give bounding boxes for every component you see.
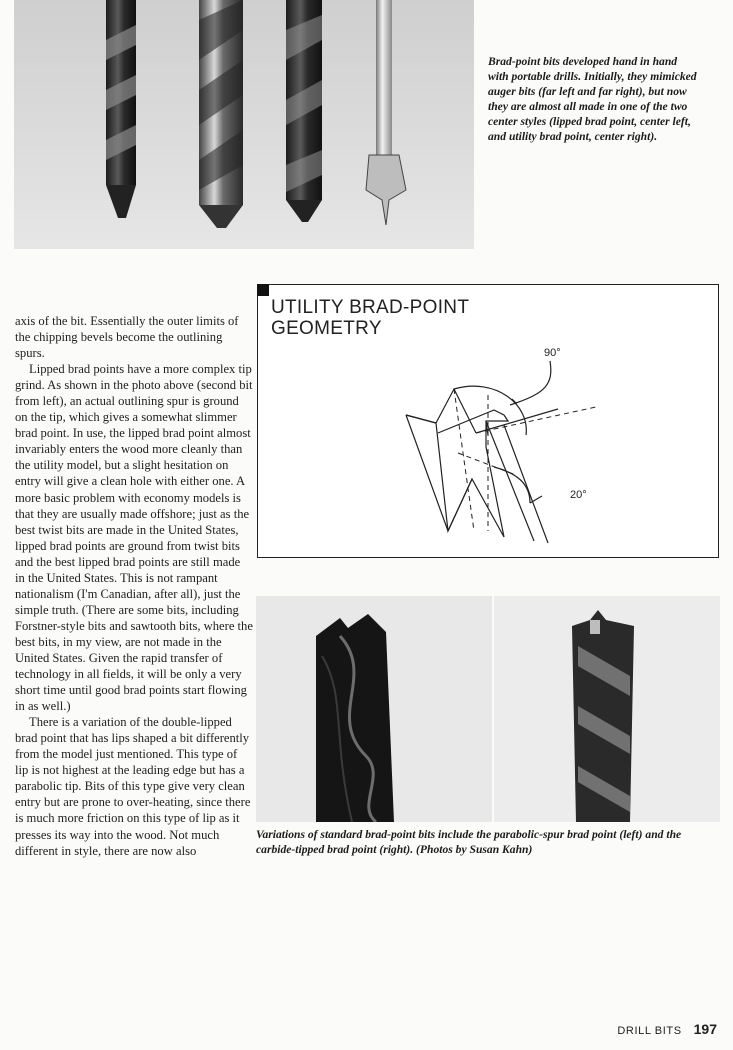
angle-label-90: 90° <box>544 347 561 359</box>
body-text-column <box>15 313 253 859</box>
brad-point-geometry-drawing <box>258 285 718 557</box>
parabolic-spur-bit <box>316 614 394 822</box>
diagram-title: UTILITY BRAD-POINT GEOMETRY <box>271 297 469 339</box>
footer-section-title: DRILL BITS <box>617 1025 682 1037</box>
angle-label-20: 20° <box>570 489 587 501</box>
bottom-photo-parabolic-spur <box>256 596 492 822</box>
auger-bit-left <box>106 0 136 218</box>
lipped-brad-point-bit <box>199 0 243 228</box>
bottom-photos-caption: Variations of standard brad-point bits include the parabolic-spur brad point (left) and the carbide-tipped brad point (right). (Photos by Susan Kahn) <box>256 828 682 856</box>
bit-outline <box>406 410 508 537</box>
bottom-photo-carbide-tipped <box>494 596 720 822</box>
drill-bits-illustration <box>14 0 474 249</box>
body-paragraph: Lipped brad points have a more complex tip grind. As shown in the photo above (second bit from left), an actual outlining spur is ground on the tip, which gives a somewhat slimmer brad point. In use, the lipped brad point almost invariably enters the wood more cleanly than the utility model, but a slight hesitation on entry will give a clean hole with either one. A more basic problem with economy models is that they are usually made offshore; just as the best twist bits are made in the United States, lipped brad points are ground from twist bits and the best lipped brad points are still made in the United States. This is not rampant nationalism (I'm Canadian, after all), just the simple truth. (There are some bits, including Forstner-style bits and sawtooth bits, where the best bits, in my view, are not made in the United States. Given the rapid transfer of technology in all fields, it will be only a very short time until good brad points start flowing in as well.) <box>15 362 253 714</box>
page-number: 197 <box>693 1021 717 1037</box>
page-footer <box>617 1021 717 1037</box>
body-paragraph: There is a variation of the double-lipped brad point that has lips shaped a bit differently from the model just mentioned. This type of lip is not highest at the leading edge but has a parabolic tip. Bits of this type give very clean entry but are prone to over-heating, since there is much more friction on this type of lip as it presses its way into the wood. Not much different in style, there are now also <box>15 715 251 858</box>
utility-brad-point-diagram <box>257 284 719 558</box>
body-paragraph: axis of the bit. Essentially the outer limits of the chipping bevels become the outlining spurs. <box>15 314 239 361</box>
utility-brad-point-bit <box>286 0 322 222</box>
top-photo-caption: Brad-point bits developed hand in hand with portable drills. Initially, they mimicked auger bits (far left and far right), but now they are almost all made in one of the two center styles (lipped brad point, center left, and utility brad point, center right). <box>488 55 697 143</box>
top-photo-drill-bits <box>14 0 474 249</box>
